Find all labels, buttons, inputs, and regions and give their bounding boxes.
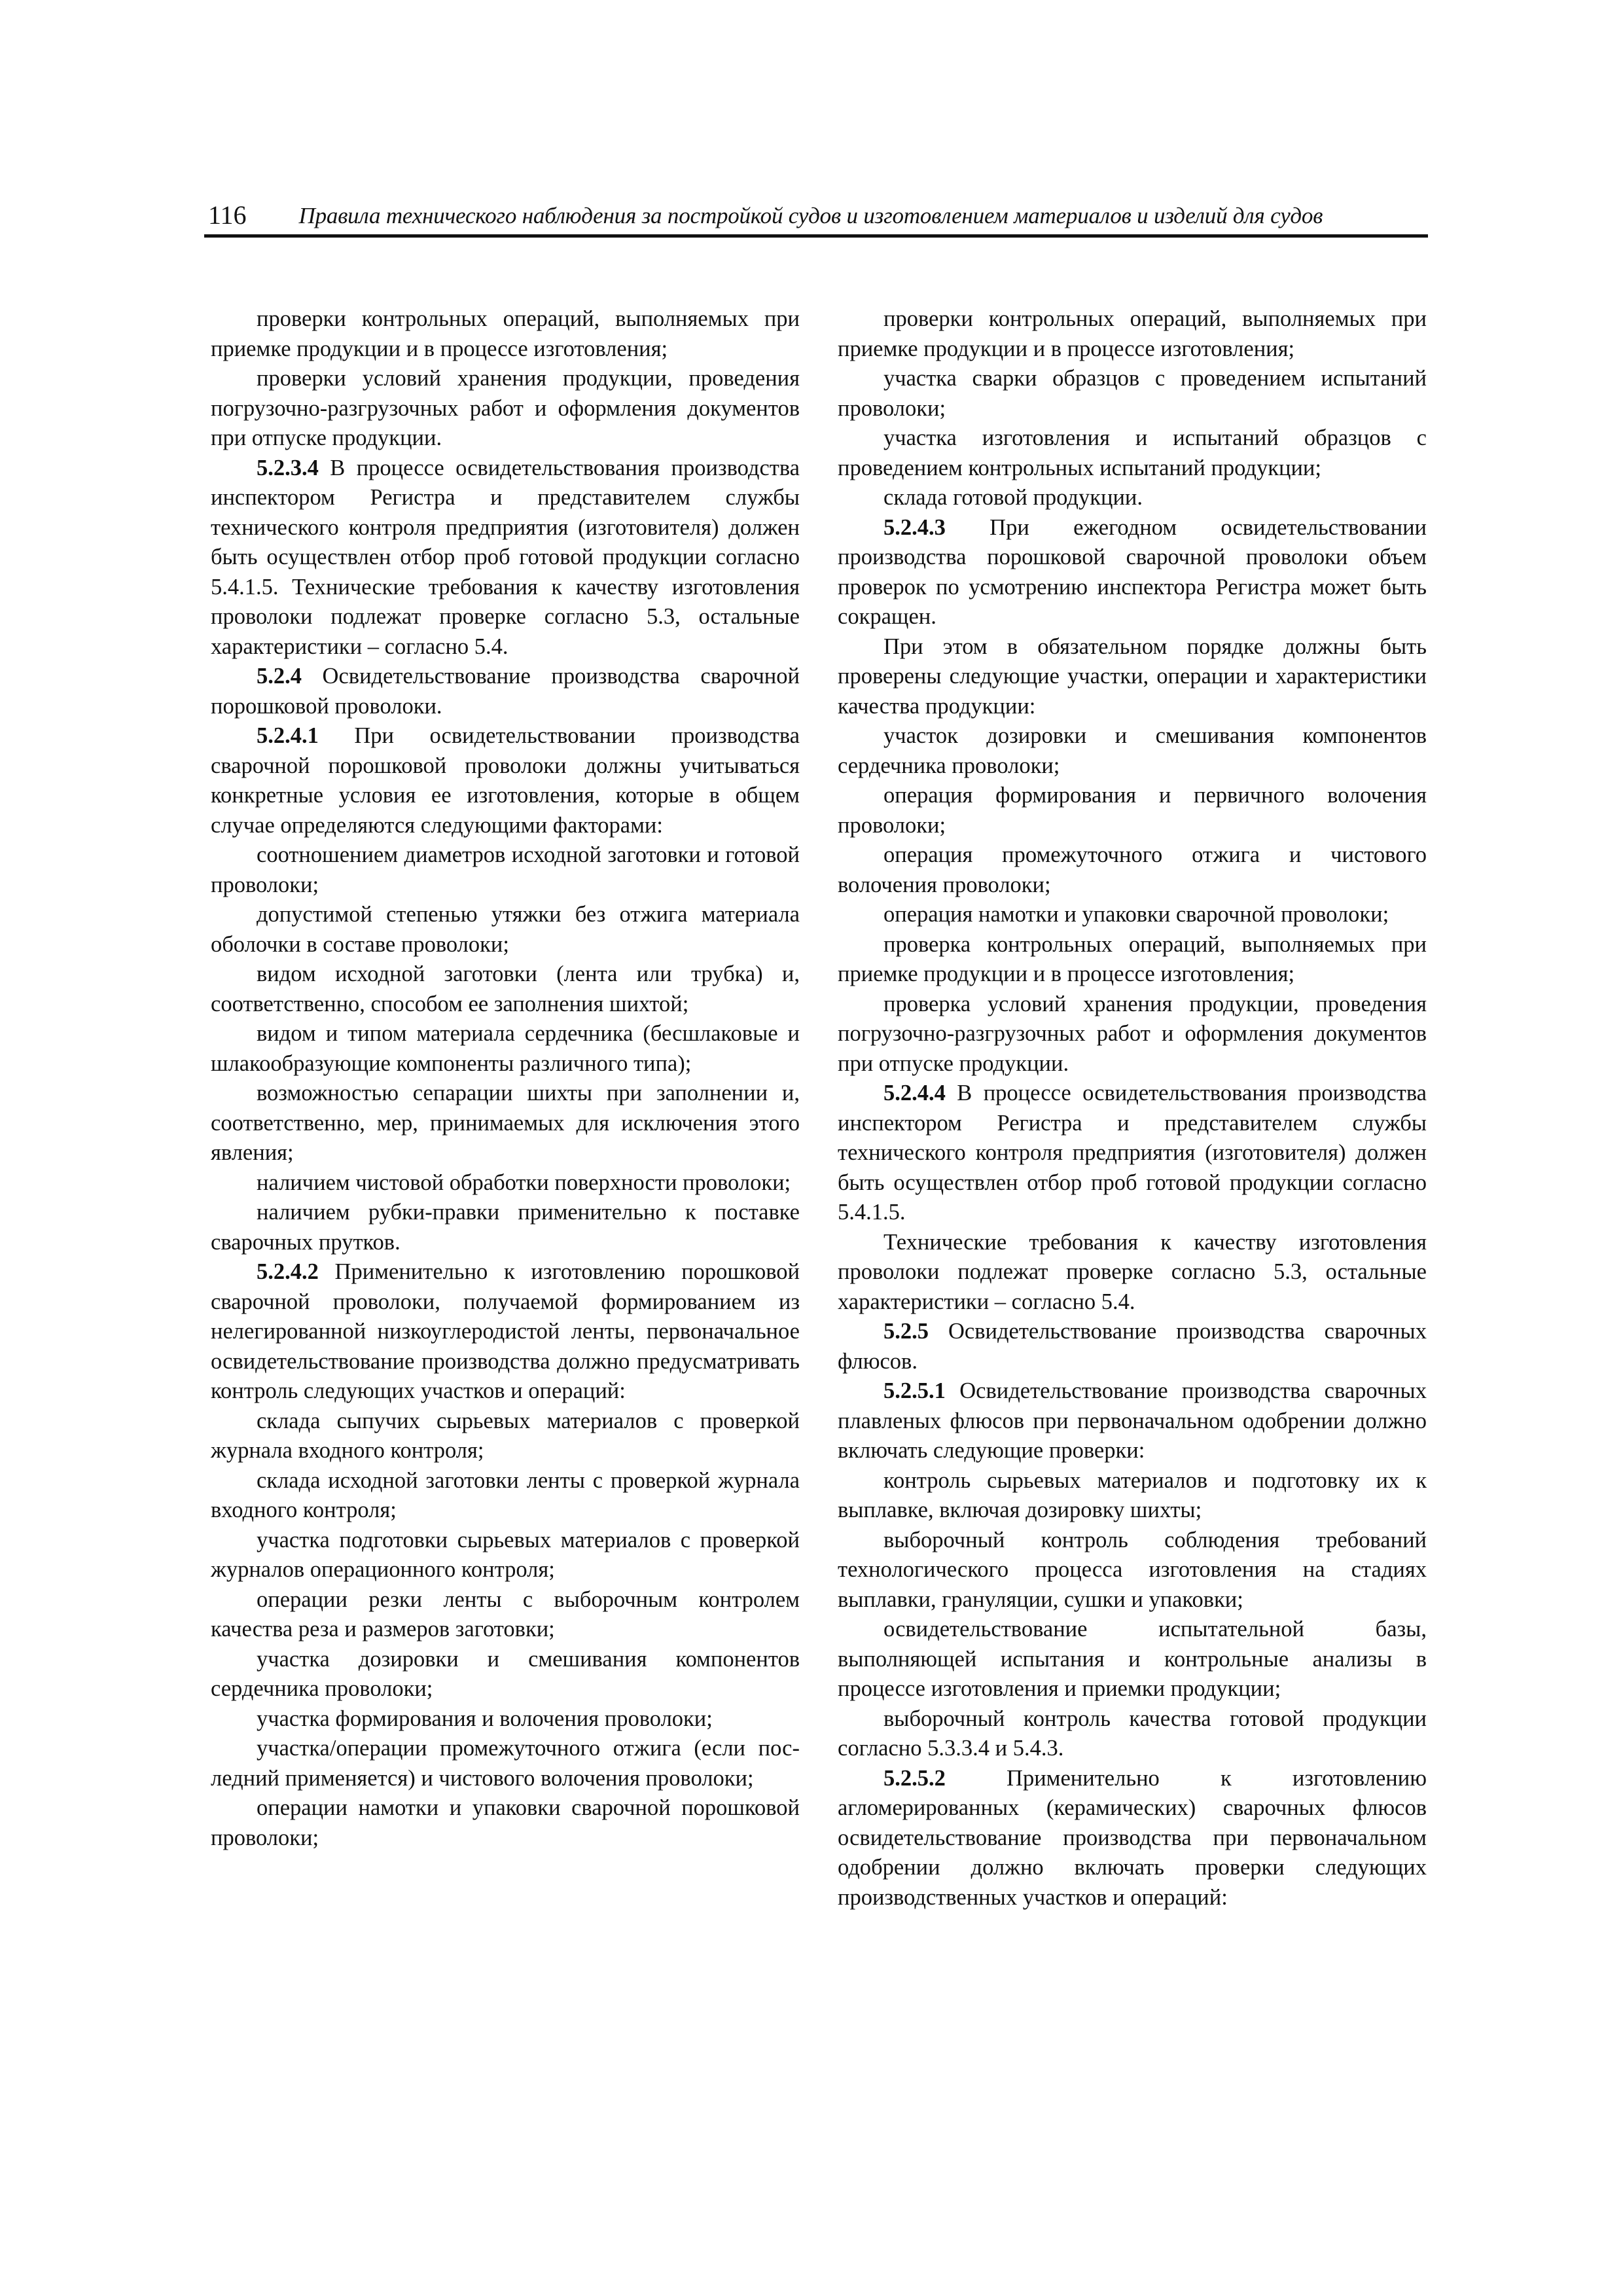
running-title: Правила технического наблюдения за постройкой судов и изготовлением материалов и изделий для судов <box>298 203 1323 228</box>
paragraph <box>211 1645 800 1704</box>
paragraph <box>838 1764 1427 1913</box>
paragraph-text: операция формирования и первичного волочения проволоки; <box>838 783 1427 838</box>
paragraph <box>211 1257 800 1407</box>
paragraph-text: проверки условий хранения продукции, проведения погрузочно-разгрузочных работ и оформления документов при отпуске продукции. <box>211 366 800 450</box>
paragraph-text: При ежегодном освидетельствовании производства порошковой сварочной проволоки объем проверок по усмотрению инспектора Регистра может быть сокращен. <box>838 514 1427 629</box>
paragraph-text: участка сварки образцов с проведением испытаний проволоки; <box>838 366 1427 421</box>
paragraph <box>211 1793 800 1853</box>
paragraph <box>838 900 1427 930</box>
paragraph-text: Применительно к изготовлению агломерированных (керамических) сварочных флюсов освидетельствование производства при первоначальном одобрении должно включать проверки следующих производственных участков и операций: <box>838 1765 1427 1910</box>
paragraph-text: проверка контрольных операций, выполняемых при приемке продукции и в процессе изготовления; <box>838 931 1427 986</box>
paragraph-text: При этом в обязательном порядке должны быть проверены следующие участки, операции и характеристики качества продукции: <box>838 634 1427 719</box>
paragraph-text: участок дозировки и смешивания компонентов сердечника проволоки; <box>838 723 1427 778</box>
paragraph-text: выборочный контроль соблюдения требований технологического процесса изготовления на стадиях выплавки, грануляции, сушки и упаковки; <box>838 1527 1427 1612</box>
clause-number: 5.2.3.4 <box>257 455 319 480</box>
paragraph <box>211 662 800 721</box>
paragraph <box>838 781 1427 840</box>
paragraph <box>838 930 1427 990</box>
paragraph <box>838 1317 1427 1376</box>
paragraph-text: соотношением диаметров исходной заготовки и готовой проволоки; <box>211 842 800 897</box>
paragraph <box>838 1615 1427 1704</box>
paragraph <box>838 513 1427 632</box>
paragraph <box>211 304 800 364</box>
clause-number: 5.2.4.4 <box>883 1081 946 1105</box>
clause-number: 5.2.4 <box>257 664 302 689</box>
paragraph-text: проверка условий хранения продукции, проведения погрузочно-разгрузочных работ и оформления документов при отпуске продукции. <box>838 991 1427 1076</box>
paragraph-text: Освидетельствование производства сварочных флюсов. <box>838 1319 1427 1374</box>
paragraph-text: операция промежуточного отжига и чистового волочения проволоки; <box>838 842 1427 897</box>
paragraph <box>838 1704 1427 1764</box>
paragraph <box>838 840 1427 900</box>
paragraph-text: участка изготовления и испытаний образцов с проведением контрольных испытаний продукции; <box>838 425 1427 480</box>
paragraph <box>211 1704 800 1734</box>
paragraph-text: видом и типом материала сердечника (бесшлаковые и шлакообразующие компоненты различного типа); <box>211 1021 800 1076</box>
paragraph-text: Освидетельствование производства сварочной порошковой проволоки. <box>211 664 800 719</box>
paragraph-text: наличием рубки-правки применительно к поставке сварочных прутков. <box>211 1200 800 1255</box>
right-column <box>838 304 1427 1912</box>
paragraph <box>838 304 1427 364</box>
paragraph <box>838 721 1427 781</box>
paragraph-text: участка подготовки сырьевых материалов с проверкой журналов операционного контроля; <box>211 1527 800 1582</box>
paragraph <box>211 364 800 454</box>
paragraph-text: освидетельствование испытательной базы, выполняющей испытания и контрольные анализы в процессе изготовления и приемки продукции; <box>838 1617 1427 1701</box>
paragraph-text: возможностью сепарации шихты при заполнении и, соответственно, мер, принимаемых для исключения этого явления; <box>211 1081 800 1165</box>
paragraph <box>211 1019 800 1079</box>
paragraph <box>211 1585 800 1645</box>
paragraph <box>211 1168 800 1198</box>
paragraph <box>211 1407 800 1466</box>
paragraph-text: участка/операции промежуточного отжига (если последний применяется) и чистового волочения проволоки; <box>211 1736 800 1791</box>
paragraph <box>838 1526 1427 1615</box>
clause-number: 5.2.5 <box>883 1319 929 1344</box>
paragraph <box>211 454 800 662</box>
paragraph <box>211 1734 800 1793</box>
paragraph-text: операции намотки и упаковки сварочной порошковой проволоки; <box>211 1795 800 1850</box>
paragraph-text: допустимой степенью утяжки без отжига материала оболочки в составе проволоки; <box>211 902 800 957</box>
paragraph-text: операции резки ленты с выборочным контролем качества реза и размеров заготовки; <box>211 1587 800 1641</box>
paragraph-text: склада исходной заготовки ленты с проверкой журнала входного контроля; <box>211 1467 800 1522</box>
paragraph-text: В процессе освидетельствования производства инспектором Регистра и представителем службы технического контроля предприятия (изготовителя) должен быть осуществлен отбор проб готовой продукции согласно 5.4.1.5. Технические требования к качеству изготовления проволоки подлежат проверке согласно 5.3, остальные характеристики – согласно 5.4. <box>211 455 800 659</box>
paragraph-text: Применительно к изготовлению порошковой сварочной проволоки, получаемой формированием из нелегированной низкоуглеродистой ленты, первоначальное освидетельствование производства должно предусматривать контроль следующих участков и операций: <box>211 1259 800 1403</box>
paragraph <box>838 364 1427 423</box>
paragraph <box>838 990 1427 1079</box>
paragraph-text: наличием чистовой обработки поверхности проволоки; <box>257 1170 791 1195</box>
paragraph <box>838 632 1427 722</box>
paragraph <box>211 840 800 900</box>
paragraph <box>838 1466 1427 1526</box>
paragraph-text: операция намотки и упаковки сварочной проволоки; <box>883 902 1389 927</box>
clause-number: 5.2.4.3 <box>883 514 946 540</box>
paragraph <box>211 1079 800 1168</box>
clause-number: 5.2.4.1 <box>257 723 319 748</box>
paragraph <box>838 1079 1427 1228</box>
paragraph-text: участка дозировки и смешивания компонентов сердечника проволоки; <box>211 1646 800 1701</box>
paragraph-text: склада готовой продукции. <box>883 485 1143 510</box>
clause-number: 5.2.5.2 <box>883 1765 946 1791</box>
clause-number: 5.2.4.2 <box>257 1259 319 1284</box>
left-column <box>211 304 800 1853</box>
paragraph-text: контроль сырьевых материалов и подготовку их к выплавке, включая дозировку шихты; <box>838 1467 1427 1522</box>
paragraph-text: Технические требования к качеству изготовления проволоки подлежат проверке согласно 5.3, остальные характеристики – согласно 5.4. <box>838 1229 1427 1314</box>
paragraph <box>211 900 800 960</box>
page-header <box>204 198 1428 238</box>
paragraph <box>211 721 800 840</box>
paragraph-text: проверки контрольных операций, выполняемых при приемке продукции и в процессе изготовления; <box>838 306 1427 361</box>
paragraph-text: выборочный контроль качества готовой продукции согласно 5.3.3.4 и 5.4.3. <box>838 1706 1427 1761</box>
paragraph <box>211 960 800 1019</box>
paragraph <box>838 483 1427 513</box>
paragraph <box>211 1526 800 1585</box>
paragraph-text: При освидетельствовании производства сварочной порошковой проволоки должны учитываться конкретные условия ее изготовления, которые в общем случае определяются следующими факторами: <box>211 723 800 838</box>
paragraph-text: участка формирования и волочения проволоки; <box>257 1706 713 1731</box>
clause-number: 5.2.5.1 <box>883 1378 946 1403</box>
page-number: 116 <box>208 200 247 230</box>
paragraph-text: Освидетельствование производства сварочных плавленых флюсов при первоначальном одобрении должно включать следующие проверки: <box>838 1378 1427 1463</box>
paragraph <box>211 1466 800 1526</box>
paragraph <box>838 423 1427 483</box>
paragraph-text: видом исходной заготовки (лента или трубка) и, соответственно, способом ее заполнения шихтой; <box>211 961 800 1016</box>
paragraph <box>838 1228 1427 1318</box>
paragraph-text: склада сыпучих сырьевых материалов с проверкой журнала входного контроля; <box>211 1408 800 1463</box>
paragraph <box>211 1198 800 1257</box>
paragraph-text: В процессе освидетельствования производства инспектором Регистра и представителем службы технического контроля предприятия (изготовителя) должен быть осуществлен отбор проб готовой продукции согласно 5.4.1.5. <box>838 1081 1427 1225</box>
paragraph <box>838 1376 1427 1466</box>
paragraph-text: проверки контрольных операций, выполняемых при приемке продукции и в процессе изготовления; <box>211 306 800 361</box>
